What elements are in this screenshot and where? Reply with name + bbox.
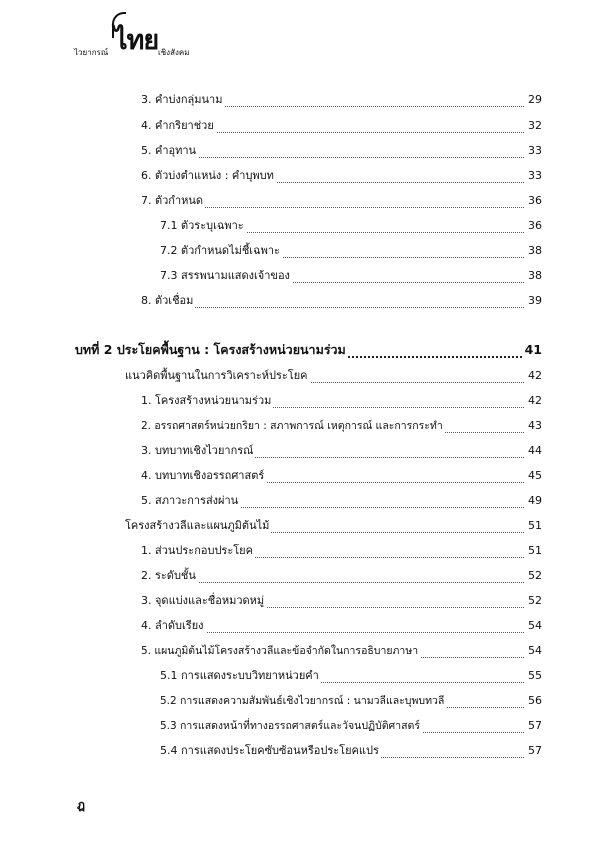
- toc-entry-text: แนวคิดพื้นฐานในการวิเคราะห์ประโยค: [125, 369, 308, 382]
- toc-entry-page: 38: [525, 243, 542, 259]
- toc-entry[interactable]: [160, 218, 542, 234]
- toc-entry[interactable]: [141, 618, 542, 634]
- toc-entry-text: 7. ตัวกำหนด: [141, 194, 204, 207]
- toc-entry[interactable]: [141, 493, 542, 509]
- toc-entry[interactable]: [141, 193, 542, 209]
- toc-entry-page: 45: [525, 468, 542, 484]
- toc-entry-text: 7.2 ตัวกำหนดไม่ชี้เฉพาะ: [160, 244, 280, 257]
- toc-entry-text: 3. คำบ่งกลุ่มนาม: [141, 93, 223, 106]
- toc-entry[interactable]: [141, 568, 542, 584]
- toc-entry[interactable]: [141, 92, 542, 108]
- header-right-text: เชิงสังคม: [158, 48, 190, 57]
- toc-entry[interactable]: [141, 168, 542, 184]
- dot-leader: [141, 307, 542, 308]
- toc-entry-page: 54: [525, 618, 542, 634]
- toc-entry[interactable]: [160, 718, 542, 734]
- toc-entry-text: โครงสร้างวลีและแผนภูมิต้นไม้: [125, 519, 270, 532]
- chapter-page: 41: [522, 341, 542, 359]
- toc-entry[interactable]: [141, 393, 542, 409]
- toc-entry-page: 42: [525, 368, 542, 384]
- toc-entry-text: 1. โครงสร้างหน่วยนามร่วม: [141, 394, 272, 407]
- toc-entry-text: 5. แผนภูมิต้นไม้โครงสร้างวลีและข้อจำกัดในการอธิบายภาษา: [141, 645, 419, 657]
- toc-entry-page: 42: [525, 393, 542, 409]
- toc-entry[interactable]: [141, 418, 542, 434]
- toc-entry-page: 43: [525, 418, 542, 434]
- toc-entry-page: 57: [525, 743, 542, 759]
- toc-entry[interactable]: [141, 293, 542, 309]
- toc-entry-text: 7.3 สรรพนามแสดงเจ้าของ: [160, 269, 290, 282]
- toc-entry-text: 4. บทบาทเชิงอรรถศาสตร์: [141, 469, 265, 482]
- toc-entry-text: 5.1 การแสดงระบบวิทยาหน่วยคำ: [160, 669, 319, 682]
- toc-entry[interactable]: [125, 518, 542, 534]
- toc-entry[interactable]: [141, 468, 542, 484]
- toc-entry-text: 5.3 การแสดงหน้าที่ทางอรรถศาสตร์และวัจนปฏิบัติศาสตร์: [160, 720, 420, 732]
- toc-entry-page: 33: [525, 168, 542, 184]
- toc-entry[interactable]: [141, 118, 542, 134]
- toc-entry-text: 4. คำกริยาช่วย: [141, 119, 214, 132]
- toc-entry[interactable]: [160, 693, 542, 709]
- toc-entry[interactable]: [160, 268, 542, 284]
- toc-entry-page: 57: [525, 718, 542, 734]
- toc-entry-text: 1. ส่วนประกอบประโยค: [141, 544, 253, 557]
- toc-entry-text: 5. สภาวะการส่งผ่าน: [141, 494, 239, 507]
- toc-entry-page: 29: [525, 92, 542, 108]
- toc-entry-page: 39: [525, 293, 542, 309]
- toc-entry-text: 5.2 การแสดงความสัมพันธ์เชิงไวยากรณ์ : นามวลีและบุพบทวลี: [160, 695, 445, 707]
- header-left-text: ไวยากรณ์: [74, 48, 109, 57]
- toc-entry-page: 32: [525, 118, 542, 134]
- toc-entry-page: 54: [525, 643, 542, 659]
- toc-entry[interactable]: [141, 543, 542, 559]
- toc-entry-page: 38: [525, 268, 542, 284]
- toc-entry-page: 55: [525, 668, 542, 684]
- toc-entry[interactable]: [160, 743, 542, 759]
- page-folio: ฎ: [77, 798, 86, 812]
- dot-leader: [141, 157, 542, 158]
- toc-entry-page: 52: [525, 568, 542, 584]
- toc-entry-page: 52: [525, 593, 542, 609]
- toc-entry-text: 5.4 การแสดงประโยคซับซ้อนหรือประโยคแปร: [160, 744, 379, 757]
- toc-entry-text: 6. ตัวบ่งตำแหน่ง : คำบุพบท: [141, 169, 274, 182]
- toc-entry-page: 36: [525, 193, 542, 209]
- toc-entry[interactable]: [141, 443, 542, 459]
- toc-entry-page: 49: [525, 493, 542, 509]
- toc-entry[interactable]: [141, 143, 542, 159]
- toc-entry-page: 44: [525, 443, 542, 459]
- toc-entry-page: 33: [525, 143, 542, 159]
- toc-entry-page: 51: [525, 518, 542, 534]
- toc-entry-text: 3. จุดแบ่งและชื่อหมวดหมู่: [141, 594, 265, 607]
- toc-entry[interactable]: [160, 668, 542, 684]
- toc-entry-text: 7.1 ตัวระบุเฉพาะ: [160, 219, 244, 232]
- toc-entry-text: 4. ลำดับเรียง: [141, 619, 204, 632]
- toc-entry-text: 3. บทบาทเชิงไวยากรณ์: [141, 444, 254, 457]
- toc-entry[interactable]: [160, 243, 542, 259]
- toc-entry-text: 5. คำอุทาน: [141, 144, 197, 157]
- toc-entry-page: 36: [525, 218, 542, 234]
- toc-chapter-heading[interactable]: [75, 341, 542, 359]
- chapter-title: บทที่ 2 ประโยคพื้นฐาน : โครงสร้างหน่วยนามร่วม: [75, 342, 346, 357]
- toc-entry-page: 51: [525, 543, 542, 559]
- header-title: ไทย: [114, 25, 159, 56]
- toc-entry-text: 2. อรรถศาสตร์หน่วยกริยา : สภาพการณ์ เหตุการณ์ และการกระทำ: [141, 420, 443, 432]
- dot-leader: [141, 582, 542, 583]
- toc-entry-text: 8. ตัวเชื่อม: [141, 294, 194, 307]
- toc-entry[interactable]: [125, 368, 542, 384]
- toc-entry-page: 56: [525, 693, 542, 709]
- toc-entry[interactable]: [141, 593, 542, 609]
- toc-entry-text: 2. ระดับชั้น: [141, 569, 196, 582]
- toc-entry[interactable]: [141, 643, 542, 659]
